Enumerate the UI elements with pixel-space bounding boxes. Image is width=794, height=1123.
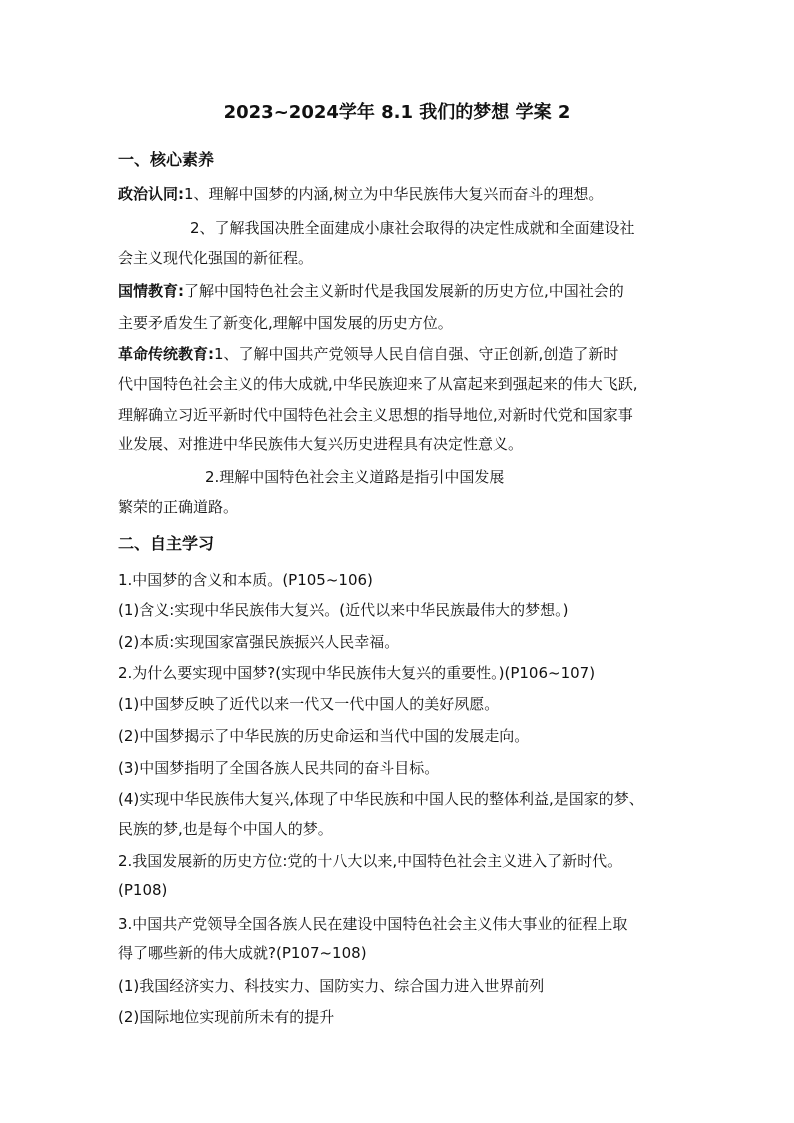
list-item: (1)我国经济实力、科技实力、国防实力、综合国力进入世界前列: [118, 977, 545, 995]
revolution-education-line-5: 2.理解中国特色社会主义道路是指引中国发展: [205, 468, 505, 486]
national-education-line-2: 主要矛盾发生了新变化,理解中国发展的历史方位。: [118, 314, 453, 332]
political-identity-label: 政治认同:: [118, 185, 184, 203]
list-item: 1.中国梦的含义和本质。(P105~106): [118, 571, 373, 589]
political-identity-line-1: 政治认同:1、理解中国梦的内涵,树立为中华民族伟大复兴而奋斗的理想。: [118, 185, 604, 203]
list-item: (1)中国梦反映了近代以来一代又一代中国人的美好夙愿。: [118, 695, 500, 713]
list-item: (P108): [118, 881, 168, 899]
revolution-education-line-4: 业发展、对推进中华民族伟大复兴历史进程具有决定性意义。: [118, 435, 524, 453]
list-item: 得了哪些新的伟大成就?(P107~108): [118, 944, 367, 962]
list-item: (2)中国梦揭示了中华民族的历史命运和当代中国的发展走向。: [118, 727, 530, 745]
list-item: 3.中国共产党领导全国各族人民在建设中国特色社会主义伟大事业的征程上取: [118, 915, 628, 933]
revolution-education-line-6: 繁荣的正确道路。: [118, 498, 239, 516]
revolution-education-label: 革命传统教育:: [118, 345, 214, 363]
revolution-education-line-1: 革命传统教育:1、了解中国共产党领导人民自信自强、守正创新,创造了新时: [118, 345, 619, 363]
political-identity-line-3: 会主义现代化强国的新征程。: [118, 249, 314, 267]
revolution-education-line-2: 代中国特色社会主义的伟大成就,中华民族迎来了从富起来到强起来的伟大飞跃,: [118, 375, 638, 393]
list-item: (2)国际地位实现前所未有的提升: [118, 1008, 335, 1026]
revolution-education-line-3: 理解确立习近平新时代中国特色社会主义思想的指导地位,对新时代党和国家事: [118, 406, 633, 424]
list-item: 民族的梦,也是每个中国人的梦。: [118, 820, 333, 838]
list-item: (4)实现中华民族伟大复兴,体现了中华民族和中国人民的整体利益,是国家的梦、: [118, 790, 644, 808]
section-heading-self-study: 二、自主学习: [118, 534, 215, 553]
national-education-line-1: 国情教育:了解中国特色社会主义新时代是我国发展新的历史方位,中国社会的: [118, 282, 624, 300]
list-item: 2.为什么要实现中国梦?(实现中华民族伟大复兴的重要性。)(P106~107): [118, 664, 596, 682]
political-identity-line-2: 2、了解我国决胜全面建成小康社会取得的决定性成就和全面建设社: [190, 219, 635, 237]
section-heading-core-literacy: 一、核心素养: [118, 150, 215, 169]
list-item: 2.我国发展新的历史方位:党的十八大以来,中国特色社会主义进入了新时代。: [118, 852, 623, 870]
list-item: (1)含义:实现中华民族伟大复兴。(近代以来中华民族最伟大的梦想。): [118, 601, 569, 619]
list-item: (3)中国梦指明了全国各族人民共同的奋斗目标。: [118, 759, 440, 777]
national-education-label: 国情教育:: [118, 282, 184, 300]
list-item: (2)本质:实现国家富强民族振兴人民幸福。: [118, 633, 400, 651]
document-title: 2023~2024学年 8.1 我们的梦想 学案 2: [223, 102, 571, 123]
